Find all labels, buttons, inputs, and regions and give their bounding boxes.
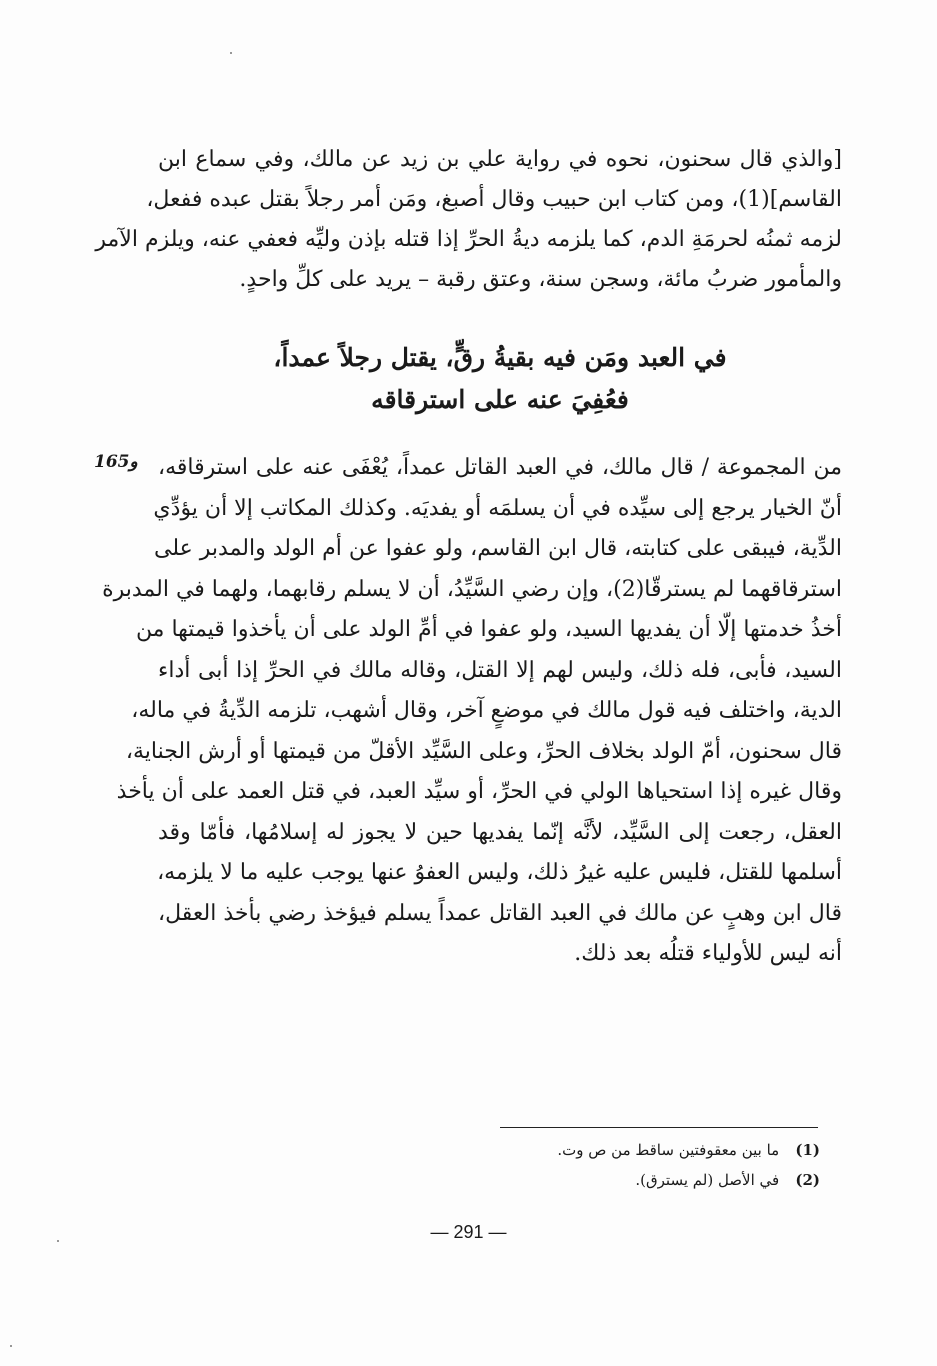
section-heading-line-2: فعُفِيَ عنه على استرقاقه [371,385,629,414]
paragraph-1-line: [والذي قال سحنون، نحوه في رواية علي بن زيد عن مالك، وفي سماع ابن [158,147,842,172]
scan-speck [10,1345,12,1347]
manuscript-folio-note: 165و [94,452,138,472]
paragraph-1-line: القاسم](1)، ومن كتاب ابن حبيب وقال أصبغ، ومَن أمر رجلاً بقتل عبده ففعل، [146,187,842,212]
paragraph-2-line: أنه ليس للأولياء قتلُه بعد ذلك. [574,941,842,966]
footnote-2-number: (2) [795,1171,820,1189]
paragraph-2-line: العقل، رجعت إلى السَّيِّد، لأنَّه إنّما يفديها حين لا يجوز له إسلامُها، فأمّا وقد [158,819,842,845]
paragraph-2-line: أخذُ خدمتها إلّا أن يفديها السيد، ولو عفوا في أمِّ الولد على أن يأخذوا قيمتها من [135,617,842,642]
paragraph-1-line: لزمه ثمنُه لحرمَةِ الدم، كما يلزمه ديةُ الحرِّ إذا قتله بإذن وليِّه فعفي عنه، ويلزم الآمر [95,227,842,252]
paragraph-2-line: الدية، واختلف فيه قول مالك في موضعٍ آخر، وقال أشهب، تلزمه الدِّيةُ في ماله، [131,698,842,723]
footnote-1 [400,1135,820,1165]
scan-speck [230,52,232,54]
paragraph-2-line: أسلمها للقتل، فليس عليه غيرُ ذلك، وليس العفوُ عنها يوجب عليه ما لا يلزمه، [157,860,842,885]
footnote-2-text: في الأصل (لم يسترق). [635,1171,780,1189]
paragraph-2-line: قال سحنون، أمّ الولد بخلاف الحرِّ، وعلى السَّيِّد الأقلّ من قيمتها أو أرش الجناية، [125,738,842,764]
paragraph-2-line: من المجموعة / قال مالك، في العبد القاتل عمداً، يُعْفَى عنه على استرقاقه، [158,455,842,480]
paragraph-1 [95,140,842,300]
page-number: — 291 — [430,1222,507,1242]
paragraph-2-line: السيد، فأبى، فله ذلك، وليس لهم إلا القتل، وقاله مالك في الحرِّ إذا أبى أداء [158,657,842,683]
footnote-1-number: (1) [795,1141,820,1159]
footnotes [400,1135,820,1195]
scan-speck [57,1240,59,1242]
section-heading-line-1: في العبد ومَن فيه بقيةُ رقٍّ، يقتل رجلاً عمداً، [273,343,727,372]
footnote-1-text: ما بين معقوفتين ساقط من ص وت. [557,1141,780,1159]
paragraph-2-line: استرقاقهما لم يسترقّا(2)، وإن رضي السَّيِّدُ، أن لا يسلم رقابهما، ولهما في المدبرة [102,576,842,602]
paragraph-2-line: أنّ الخيار يرجع إلى سيِّده في أن يسلمَه أو يفديَه. وكذلك المكاتب إلا أن يؤدِّي [153,495,842,521]
paragraph-2-line: قال ابن وهبٍ عن مالك في العبد القاتل عمداً يسلم فيؤخذ رضي بأخذ العقل، [158,900,842,926]
paragraph-2-line: الدِّية، فيبقى على كتابته، قال ابن القاسم، ولو عفوا عن أم الولد والمدبر على [154,536,842,561]
paragraph-1-line: والمأمور ضربُ مائة، وسجن سنة، وعتق رقبة – يريد على كلِّ واحدٍ. [239,267,842,292]
paragraph-2-line: وقال غيره إذا استحياها الولي في الحرِّ، أو سيِّد العبد، في قتل العمد على أن يأخذ [116,779,842,804]
section-heading [158,337,842,421]
footnote-2 [400,1165,820,1195]
footnote-divider [500,1127,818,1128]
